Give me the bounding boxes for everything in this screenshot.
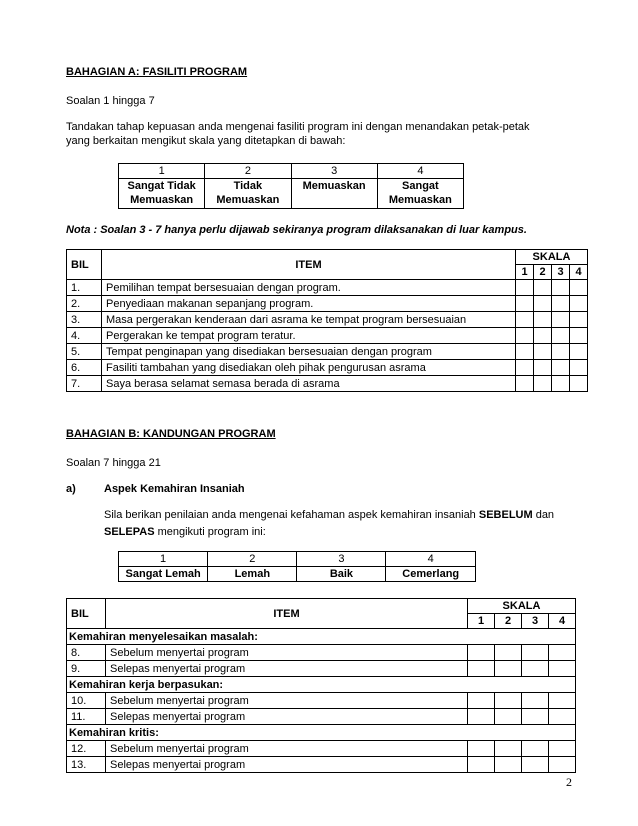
row-bil: 4.	[67, 328, 102, 344]
row-bil: 12.	[67, 741, 106, 757]
answer-box-4[interactable]	[549, 693, 576, 709]
table-row	[67, 693, 576, 709]
section-a-instr-line1: Tandakan tahap kepuasan anda mengenai fasiliti program ini dengan menandakan petak-petak	[66, 121, 530, 133]
scale-label	[377, 179, 463, 209]
answer-box-3[interactable]	[552, 376, 570, 392]
scale-num: 1	[119, 552, 208, 567]
group-header-row	[67, 629, 576, 645]
answer-box-2[interactable]	[495, 741, 522, 757]
answer-box-4[interactable]	[570, 296, 588, 312]
scale-num: 1	[119, 164, 205, 179]
section-a-nota: Nota : Soalan 3 - 7 hanya perlu dijawab sekiranya program dilaksanakan di luar kampus.	[66, 224, 527, 236]
table-row	[67, 280, 588, 296]
scale-label-line: Memuaskan	[302, 180, 366, 192]
col-skala-2: 2	[534, 265, 552, 280]
answer-box-2[interactable]	[495, 709, 522, 725]
answer-box-2[interactable]	[534, 328, 552, 344]
row-bil: 8.	[67, 645, 106, 661]
table-row	[67, 741, 576, 757]
section-a-items-table	[66, 249, 588, 392]
scale-label	[119, 179, 205, 209]
row-bil: 13.	[67, 757, 106, 773]
col-item: ITEM	[102, 250, 516, 280]
row-item: Tempat penginapan yang disediakan bersesuaian dengan program	[102, 344, 516, 360]
answer-box-3[interactable]	[522, 757, 549, 773]
table-row	[67, 312, 588, 328]
page-number: 2	[566, 775, 572, 789]
row-bil: 2.	[67, 296, 102, 312]
scale-label-line: Tidak	[233, 180, 263, 192]
row-bil: 10.	[67, 693, 106, 709]
row-item: Pergerakan ke tempat program teratur.	[102, 328, 516, 344]
row-item: Sebelum menyertai program	[106, 645, 468, 661]
instr-text: mengikuti program ini:	[154, 526, 266, 538]
section-a-title: BAHAGIAN A: FASILITI PROGRAM	[66, 66, 248, 78]
answer-box-4[interactable]	[570, 328, 588, 344]
instr-bold: SELEPAS	[104, 526, 155, 538]
answer-box-4[interactable]	[570, 344, 588, 360]
instr-text: Sila berikan penilaian anda mengenai kefahaman aspek kemahiran insaniah	[104, 509, 479, 521]
answer-box-3[interactable]	[522, 661, 549, 677]
scale-label-line: Sangat Tidak	[127, 180, 196, 192]
table-row	[67, 661, 576, 677]
answer-box-3[interactable]	[552, 312, 570, 328]
col-skala: SKALA	[468, 599, 576, 614]
scale-label: Cemerlang	[386, 567, 476, 582]
group-header-row	[67, 725, 576, 741]
col-skala: SKALA	[516, 250, 588, 265]
answer-box-3[interactable]	[552, 344, 570, 360]
section-b-items-table	[66, 598, 576, 773]
scale-label-line: Sangat	[402, 180, 439, 192]
scale-label-line: Memuaskan	[388, 194, 452, 206]
group-title: Kemahiran kritis:	[67, 725, 576, 741]
answer-box-3[interactable]	[522, 645, 549, 661]
answer-box-2[interactable]	[534, 280, 552, 296]
table-row	[67, 709, 576, 725]
answer-box-4[interactable]	[570, 312, 588, 328]
scale-label	[205, 179, 291, 209]
scale-label	[291, 179, 377, 209]
section-b-scale-table	[118, 551, 476, 582]
answer-box-1[interactable]	[468, 741, 495, 757]
answer-box-4[interactable]	[549, 741, 576, 757]
row-item: Selepas menyertai program	[106, 709, 468, 725]
row-bil: 3.	[67, 312, 102, 328]
col-skala-4: 4	[570, 265, 588, 280]
answer-box-2[interactable]	[534, 344, 552, 360]
table-row	[67, 360, 588, 376]
answer-box-4[interactable]	[549, 709, 576, 725]
answer-box-4[interactable]	[549, 661, 576, 677]
row-item: Fasiliti tambahan yang disediakan oleh pihak pengurusan asrama	[102, 360, 516, 376]
answer-box-1[interactable]	[516, 280, 534, 296]
section-b-title: BAHAGIAN B: KANDUNGAN PROGRAM	[66, 428, 276, 440]
scale-label-line: Memuaskan	[130, 194, 194, 206]
section-b-sub-letter: a)	[66, 483, 76, 495]
answer-box-2[interactable]	[534, 312, 552, 328]
row-item: Sebelum menyertai program	[106, 693, 468, 709]
answer-box-2[interactable]	[495, 661, 522, 677]
answer-box-4[interactable]	[549, 645, 576, 661]
answer-box-4[interactable]	[570, 376, 588, 392]
answer-box-4[interactable]	[570, 360, 588, 376]
row-item: Penyediaan makanan sepanjang program.	[102, 296, 516, 312]
scale-num: 3	[297, 552, 386, 567]
row-bil: 1.	[67, 280, 102, 296]
group-title: Kemahiran kerja berpasukan:	[67, 677, 576, 693]
answer-box-2[interactable]	[495, 757, 522, 773]
col-bil: BIL	[67, 250, 102, 280]
table-row	[67, 328, 588, 344]
answer-box-4[interactable]	[570, 280, 588, 296]
answer-box-3[interactable]	[552, 280, 570, 296]
section-b-sub-title: Aspek Kemahiran Insaniah	[104, 483, 245, 495]
instr-bold: SEBELUM	[478, 509, 533, 521]
col-skala-2: 2	[495, 614, 522, 629]
row-item: Selepas menyertai program	[106, 661, 468, 677]
group-title: Kemahiran menyelesaikan masalah:	[67, 629, 576, 645]
answer-box-1[interactable]	[516, 312, 534, 328]
answer-box-3[interactable]	[522, 693, 549, 709]
answer-box-1[interactable]	[516, 360, 534, 376]
col-skala-1: 1	[516, 265, 534, 280]
section-a-soalan: Soalan 1 hingga 7	[66, 95, 155, 107]
answer-box-2[interactable]	[534, 296, 552, 312]
answer-box-2[interactable]	[495, 645, 522, 661]
answer-box-2[interactable]	[534, 360, 552, 376]
row-item: Sebelum menyertai program	[106, 741, 468, 757]
answer-box-3[interactable]	[552, 296, 570, 312]
table-row	[67, 645, 576, 661]
answer-box-2[interactable]	[495, 693, 522, 709]
scale-label: Sangat Lemah	[119, 567, 208, 582]
row-item: Masa pergerakan kenderaan dari asrama ke tempat program bersesuaian	[102, 312, 516, 328]
answer-box-3[interactable]	[522, 741, 549, 757]
col-skala-4: 4	[549, 614, 576, 629]
table-row	[67, 376, 588, 392]
row-item: Saya berasa selamat semasa berada di asrama	[102, 376, 516, 392]
answer-box-1[interactable]	[468, 709, 495, 725]
answer-box-4[interactable]	[549, 757, 576, 773]
answer-box-1[interactable]	[468, 661, 495, 677]
scale-label-line: Memuaskan	[216, 194, 280, 206]
answer-box-1[interactable]	[516, 376, 534, 392]
scale-label: Lemah	[208, 567, 297, 582]
answer-box-1[interactable]	[516, 328, 534, 344]
row-bil: 5.	[67, 344, 102, 360]
answer-box-3[interactable]	[522, 709, 549, 725]
col-item: ITEM	[106, 599, 468, 629]
col-bil: BIL	[67, 599, 106, 629]
row-bil: 9.	[67, 661, 106, 677]
answer-box-1[interactable]	[516, 296, 534, 312]
row-item: Pemilihan tempat bersesuaian dengan program.	[102, 280, 516, 296]
row-bil: 6.	[67, 360, 102, 376]
row-bil: 7.	[67, 376, 102, 392]
answer-box-2[interactable]	[534, 376, 552, 392]
col-skala-3: 3	[552, 265, 570, 280]
answer-box-1[interactable]	[516, 344, 534, 360]
answer-box-1[interactable]	[468, 757, 495, 773]
row-item: Selepas menyertai program	[106, 757, 468, 773]
scale-num: 4	[386, 552, 476, 567]
scale-num: 2	[208, 552, 297, 567]
scale-num: 4	[377, 164, 463, 179]
scale-num: 3	[291, 164, 377, 179]
table-row	[67, 757, 576, 773]
section-b-soalan: Soalan 7 hingga 21	[66, 457, 161, 469]
col-skala-1: 1	[468, 614, 495, 629]
group-header-row	[67, 677, 576, 693]
section-a-scale-table	[118, 163, 464, 209]
answer-box-1[interactable]	[468, 693, 495, 709]
instr-text: dan	[532, 509, 555, 521]
row-bil: 11.	[67, 709, 106, 725]
answer-box-3[interactable]	[552, 360, 570, 376]
table-row	[67, 344, 588, 360]
section-a-instr-line2: yang berkaitan mengikut skala yang ditetapkan di bawah:	[66, 135, 346, 147]
section-b-instruction	[104, 507, 584, 541]
scale-label: Baik	[297, 567, 386, 582]
scale-num: 2	[205, 164, 291, 179]
answer-box-1[interactable]	[468, 645, 495, 661]
table-row	[67, 296, 588, 312]
answer-box-3[interactable]	[552, 328, 570, 344]
col-skala-3: 3	[522, 614, 549, 629]
